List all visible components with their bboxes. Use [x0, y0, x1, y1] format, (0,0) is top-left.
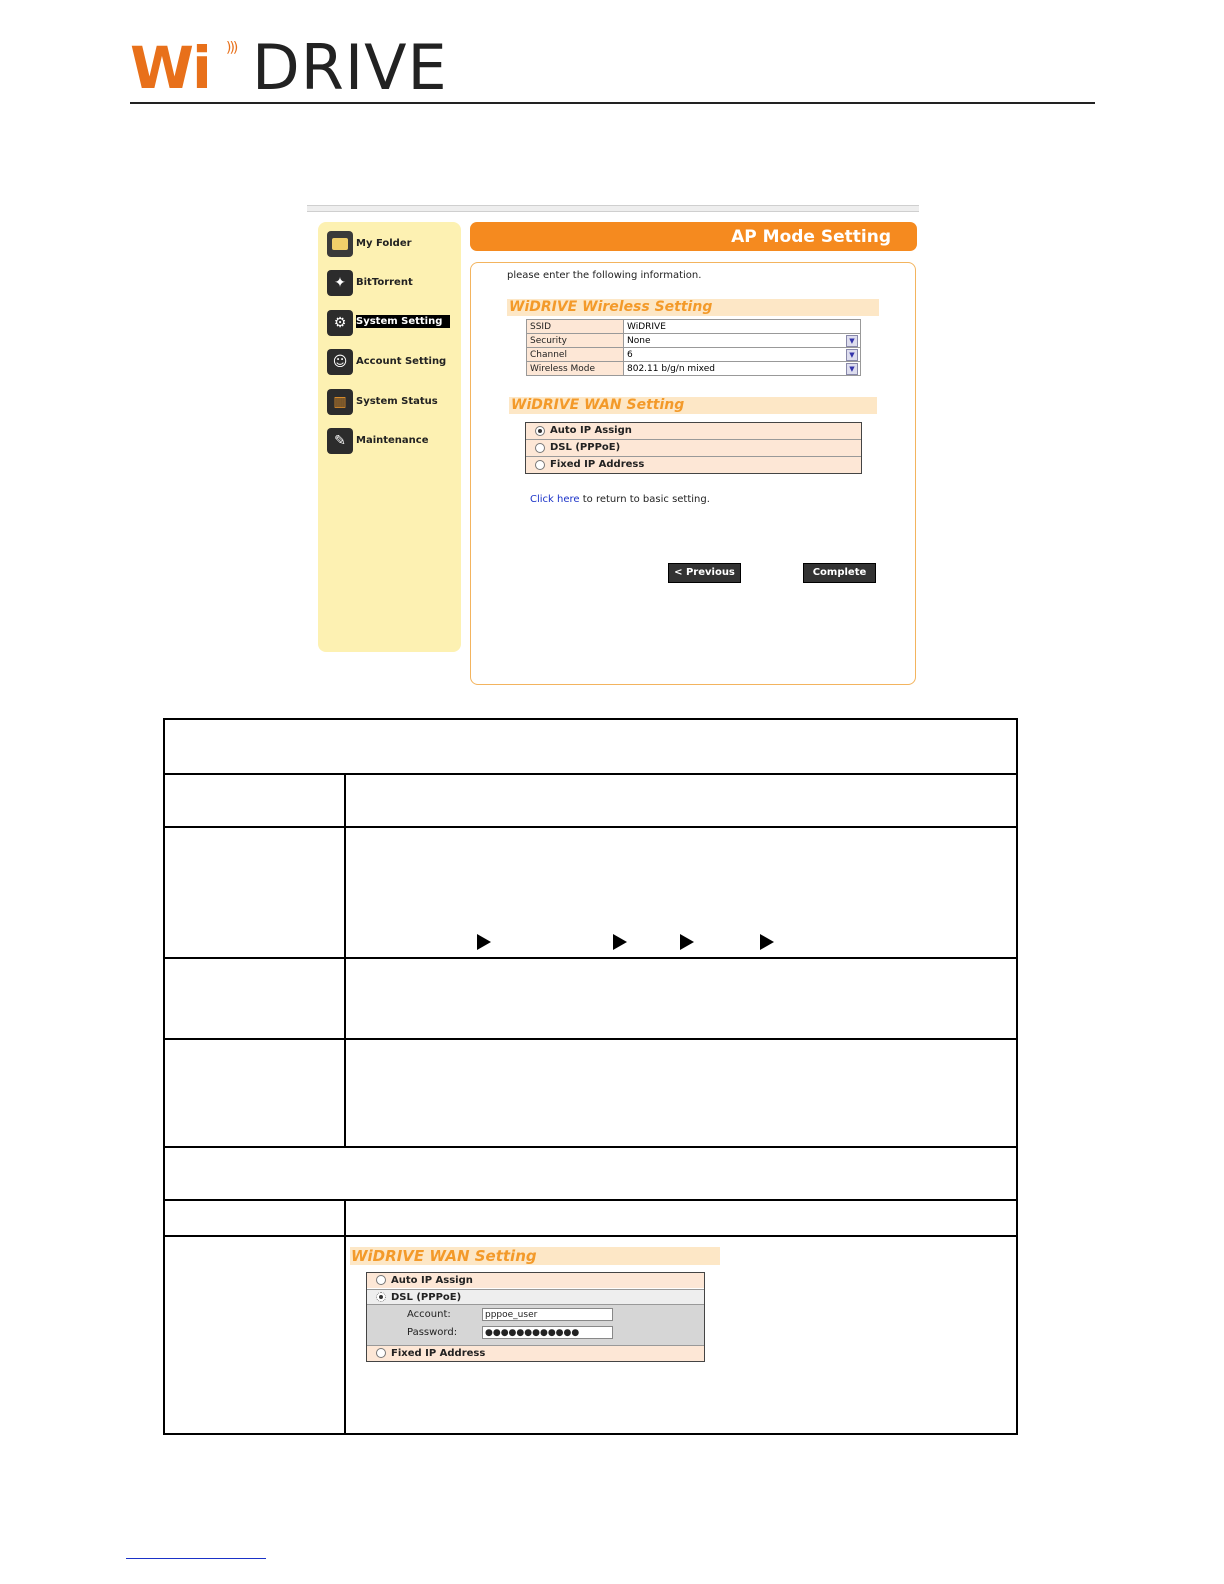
- wan-option-label: DSL (PPPoE): [550, 442, 621, 453]
- pppoe-options: [366, 1272, 705, 1362]
- settings-panel: [470, 262, 916, 685]
- arrow-right-icon: [477, 934, 491, 950]
- wan-option-label: Auto IP Assign: [391, 1275, 473, 1286]
- logo-drive: DRIVE: [252, 31, 448, 104]
- radio-fixed-ip[interactable]: [376, 1348, 386, 1358]
- return-link[interactable]: Click here: [530, 494, 580, 505]
- gear-icon: ⚙: [327, 310, 353, 336]
- return-line: [530, 494, 710, 505]
- sidebar-item-label: System Setting: [356, 315, 450, 328]
- security-select[interactable]: [624, 334, 861, 348]
- sidebar-item-maintenance[interactable]: [327, 428, 462, 458]
- wan-options: [525, 422, 862, 474]
- chevron-down-icon[interactable]: ▼: [846, 335, 858, 347]
- pppoe-screenshot: [350, 1247, 722, 1367]
- pppoe-credentials: [367, 1304, 704, 1346]
- account-label: Account:: [407, 1309, 451, 1320]
- chart-icon: ▥: [327, 389, 353, 415]
- wan-option-fixed-ip[interactable]: [526, 457, 861, 473]
- header-divider: [130, 102, 1095, 104]
- bittorrent-icon: ✦: [327, 270, 353, 296]
- radio-auto-ip[interactable]: [376, 1275, 386, 1285]
- wan-option-label: Fixed IP Address: [550, 459, 645, 470]
- table-row-divider: [165, 826, 1016, 828]
- channel-label: Channel: [527, 348, 624, 362]
- password-input[interactable]: ●●●●●●●●●●●●: [482, 1326, 613, 1339]
- sidebar-item-system-setting[interactable]: [327, 310, 462, 340]
- sidebar-item-label: BitTorrent: [356, 277, 413, 288]
- table-row-divider: [165, 1038, 1016, 1040]
- wan-option-label: DSL (PPPoE): [391, 1292, 462, 1303]
- wan-option-fixed-ip[interactable]: [367, 1346, 704, 1361]
- password-label: Password:: [407, 1327, 458, 1338]
- arrow-right-icon: [760, 934, 774, 950]
- sidebar-item-label: System Status: [356, 396, 438, 407]
- previous-button[interactable]: < Previous: [668, 563, 741, 583]
- wireless-mode-label: Wireless Mode: [527, 362, 624, 376]
- table-column-divider: [344, 773, 346, 1146]
- sidebar-item-my-folder[interactable]: [327, 231, 462, 261]
- sidebar-item-label: My Folder: [356, 238, 412, 249]
- wan-section-header: [509, 397, 877, 414]
- instruction-text: please enter the following information.: [507, 270, 702, 281]
- wan-option-dsl[interactable]: [526, 440, 861, 457]
- table-row: [527, 348, 861, 362]
- radio-dsl[interactable]: [535, 443, 545, 453]
- sidebar-item-label: Account Setting: [356, 356, 447, 367]
- ssid-value: WiDRIVE: [627, 321, 666, 332]
- arrow-right-icon: [613, 934, 627, 950]
- ap-mode-screenshot: [307, 205, 919, 690]
- table-row: [527, 334, 861, 348]
- table-row-divider: [165, 1199, 1016, 1201]
- radio-auto-ip[interactable]: [535, 426, 545, 436]
- return-text: to return to basic setting.: [582, 494, 710, 505]
- table-row-divider: [165, 1146, 1016, 1148]
- table-column-divider: [344, 1199, 346, 1435]
- wireless-settings-table: [526, 319, 861, 376]
- screenshot-top-border: [307, 205, 919, 212]
- account-input[interactable]: pppoe_user: [482, 1308, 613, 1321]
- ssid-input[interactable]: [624, 320, 861, 334]
- table-row: [527, 320, 861, 334]
- chevron-down-icon[interactable]: ▼: [846, 349, 858, 361]
- documentation-table: [163, 718, 1018, 1435]
- wan-option-auto-ip[interactable]: [367, 1273, 704, 1288]
- page-title-bar: [470, 222, 917, 251]
- wireless-section-title: WiDRIVE Wireless Setting: [509, 299, 713, 315]
- radio-dsl[interactable]: [376, 1292, 386, 1302]
- pppoe-section-title: WiDRIVE WAN Setting: [351, 1247, 537, 1265]
- security-label: Security: [527, 334, 624, 348]
- table-row-divider: [165, 957, 1016, 959]
- wireless-mode-select[interactable]: [624, 362, 861, 376]
- channel-value: 6: [627, 349, 633, 360]
- page-title: AP Mode Setting: [731, 227, 891, 247]
- sidebar-item-account-setting[interactable]: [327, 349, 462, 379]
- wan-section-title: WiDRIVE WAN Setting: [511, 397, 685, 413]
- table-row-divider: [165, 773, 1016, 775]
- pppoe-section-header: [350, 1247, 720, 1265]
- account-icon: ☺: [327, 349, 353, 375]
- chevron-down-icon[interactable]: ▼: [846, 363, 858, 375]
- sidebar-item-system-status[interactable]: [327, 389, 462, 419]
- wan-option-label: Fixed IP Address: [391, 1348, 486, 1359]
- wan-option-auto-ip[interactable]: [526, 423, 861, 440]
- wireless-mode-value: 802.11 b/g/n mixed: [627, 363, 715, 374]
- table-row: [527, 362, 861, 376]
- arrow-right-icon: [680, 934, 694, 950]
- wrench-icon: ✎: [327, 428, 353, 454]
- sidebar-item-bittorrent[interactable]: [327, 270, 462, 300]
- sidebar-item-label: Maintenance: [356, 435, 429, 446]
- logo-wi: Wi: [130, 34, 210, 102]
- wireless-section-header: [507, 299, 879, 316]
- wan-option-dsl[interactable]: [367, 1289, 704, 1305]
- logo-waves-icon: ))): [226, 40, 237, 56]
- sidebar: [318, 222, 461, 652]
- channel-select[interactable]: [624, 348, 861, 362]
- wan-option-label: Auto IP Assign: [550, 425, 632, 436]
- complete-button[interactable]: Complete: [803, 563, 876, 583]
- table-row-divider: [165, 1235, 1016, 1237]
- folder-icon: [327, 231, 353, 257]
- radio-fixed-ip[interactable]: [535, 460, 545, 470]
- security-value: None: [627, 335, 651, 346]
- ssid-label: SSID: [527, 320, 624, 334]
- footer-link-underline: [126, 1558, 266, 1559]
